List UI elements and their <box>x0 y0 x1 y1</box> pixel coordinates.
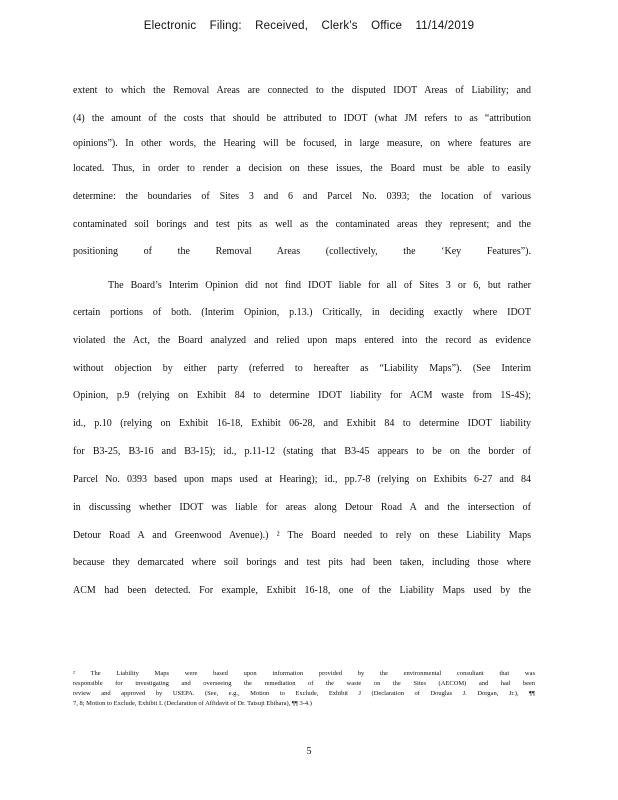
body-line: without objection by either party (referred to hereafter as “Liability Maps”). (See Interim <box>73 363 531 374</box>
body-line: ACM had been detected. For example, Exhibit 16-18, one of the Liability Maps used by the <box>73 585 531 596</box>
body-line: contaminated soil borings and test pits as well as the contaminated areas they represent; and the <box>73 219 531 230</box>
body-line: The Board’s Interim Opinion did not find IDOT liable for all of Sites 3 or 6, but rather <box>108 280 531 291</box>
body-line: determine: the boundaries of Sites 3 and 6 and Parcel No. 0393; the location of various <box>73 191 531 202</box>
body-line: violated the Act, the Board analyzed and relied upon maps entered into the record as evidence <box>73 335 531 346</box>
body-line: (4) the amount of the costs that should be attributed to IDOT (what JM refers to as “attribution <box>73 113 531 124</box>
body-line: because they demarcated where soil borings and test pits had been taken, including those where <box>73 557 531 568</box>
electronic-filing-header: Electronic Filing: Received, Clerk's Office 11/14/2019 <box>143 20 475 32</box>
body-line: extent to which the Removal Areas are connected to the disputed IDOT Areas of Liability; and <box>73 85 531 96</box>
body-line: id., p.10 (relying on Exhibit 16-18, Exhibit 06-28, and Exhibit 84 to determine IDOT liability <box>73 418 531 429</box>
footnote-line: review and approved by USEPA. (See, e.g., Motion to Exclude, Exhibit J (Declaration of Douglas J. Dorgan, Jr.), ¶¶ <box>73 690 535 697</box>
body-line: Detour Road A and Greenwood Avenue).) ² The Board needed to rely on these Liability Maps <box>73 530 531 541</box>
footnote-line: ² The Liability Maps were based upon information provided by the environmental consultant that was <box>73 670 535 677</box>
body-line: Opinion, p.9 (relying on Exhibit 84 to determine IDOT liability for ACM waste from 1S-4S); <box>73 390 531 401</box>
footnote-line: responsible for investigating and overseeing the remediation of the waste on the Sites (AECOM) and had been <box>73 680 535 687</box>
body-line: in discussing whether IDOT was liable for areas along Detour Road A and the intersection of <box>73 502 531 513</box>
footnote-line: 7, 8; Motion to Exclude, Exhibit L (Declaration of Affidavit of Dr. Tatsuji Ebihara), ¶¶ 3-4.) <box>73 700 312 707</box>
body-line: located. Thus, in order to render a decision on these issues, the Board must be able to easily <box>73 163 531 174</box>
body-line: opinions”). In other words, the Hearing will be focused, in large measure, on where features are <box>73 138 531 149</box>
body-line: Parcel No. 0393 based upon maps used at Hearing); id., pp.7-8 (relying on Exhibits 6-27 and 84 <box>73 474 531 485</box>
body-line: for B3-25, B3-16 and B3-15); id., p.11-12 (stating that B3-45 appears to be on the border of <box>73 446 531 457</box>
body-line: certain portions of both. (Interim Opinion, p.13.) Critically, in deciding exactly where IDOT <box>73 307 531 318</box>
body-line: positioning of the Removal Areas (collectively, the ‘Key Features”). <box>73 246 531 257</box>
page-number: 5 <box>306 746 312 757</box>
